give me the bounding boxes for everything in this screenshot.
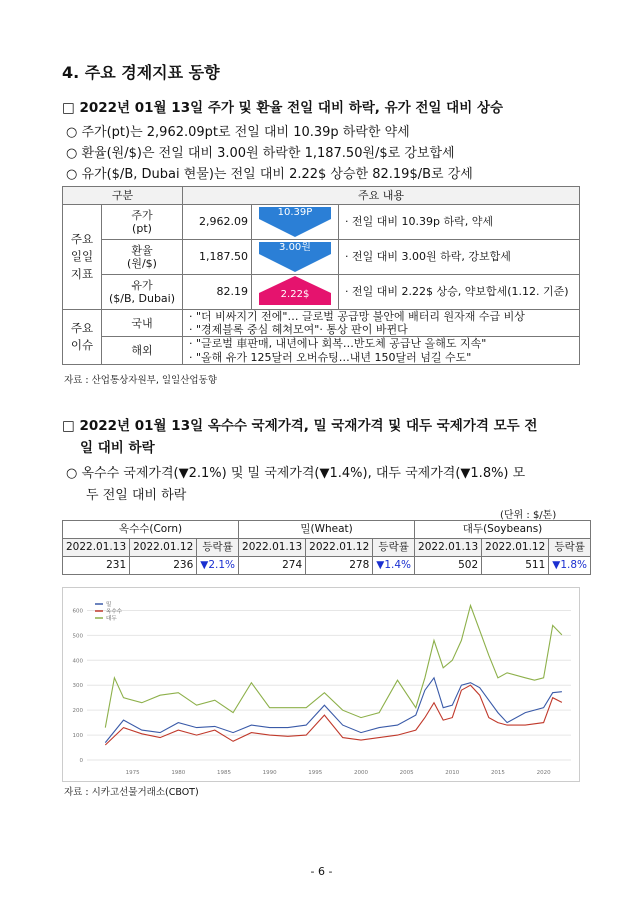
wheat-today: 274 xyxy=(239,557,306,575)
y-tick-label: 200 xyxy=(72,708,83,715)
row-oil-name: 유가 ($/B, Dubai) xyxy=(102,275,183,310)
x-tick-label: 2010 xyxy=(445,770,460,776)
x-tick-label: 2015 xyxy=(490,770,505,776)
y-tick-label: 100 xyxy=(72,733,83,740)
group-soybeans: 대두(Soybeans) xyxy=(415,521,591,539)
block1-bullet-3: ○ 유가($/B, Dubai 현물)는 전일 대비 2.22$ 상승한 82.19$/B로 강세 xyxy=(66,167,473,182)
row-stock-change: 10.39P xyxy=(252,205,339,240)
subheader-prev: 2022.01.12 xyxy=(306,539,373,557)
grain-price-table xyxy=(62,520,591,575)
legend-label: 옥수수 xyxy=(106,609,122,615)
y-tick-label: 400 xyxy=(72,658,83,665)
wheat-rate: ▼1.4% xyxy=(373,557,415,575)
unit-label: (단위 : $/톤) xyxy=(500,510,557,521)
row-stock-name: 주가 (pt) xyxy=(102,205,183,240)
subheader-today: 2022.01.13 xyxy=(63,539,130,557)
x-tick-label: 2000 xyxy=(353,770,368,776)
x-tick-label: 1975 xyxy=(125,770,140,776)
chart-svg xyxy=(63,588,579,781)
header-content: 주요 내용 xyxy=(183,187,580,205)
group-main-label: 주요 일일 지표 xyxy=(63,205,102,310)
block2-bullet-line1: ○ 옥수수 국제가격(▼2.1%) 및 밀 국제가격(▼1.4%), 대두 국제가격(▼1.8%) 모 xyxy=(66,466,526,481)
block2-source: 자료 : 시카고선물거래소(CBOT) xyxy=(64,787,199,798)
issue-domestic-label: 국내 xyxy=(102,310,183,337)
legend-label: 대두 xyxy=(106,616,117,622)
row-oil-value: 82.19 xyxy=(183,275,252,310)
header-category: 구분 xyxy=(63,187,183,205)
row-fx-change: 3.00원 xyxy=(252,240,339,275)
x-tick-label: 1995 xyxy=(308,770,323,776)
subheader-today: 2022.01.13 xyxy=(415,539,482,557)
corn-prev: 236 xyxy=(130,557,197,575)
page-number: - 6 - xyxy=(310,865,333,878)
y-tick-label: 500 xyxy=(72,633,83,640)
indicator-table xyxy=(62,186,580,365)
subheader-prev: 2022.01.12 xyxy=(130,539,197,557)
row-stock-note: · 전일 대비 10.39p 하락, 약세 xyxy=(339,205,580,240)
block2-bullet-line2: 두 전일 대비 하락 xyxy=(86,488,187,503)
series-line xyxy=(105,606,562,728)
row-stock-value: 2,962.09 xyxy=(183,205,252,240)
block1-heading: □ 2022년 01월 13일 주가 및 환율 전일 대비 하락, 유가 전일 대비 상승 xyxy=(62,100,504,116)
soy-prev: 511 xyxy=(482,557,549,575)
block1-bullet-2: ○ 환율(원/$)은 전일 대비 3.00원 하락한 1,187.50원/$로 강보합세 xyxy=(66,146,455,161)
grain-price-chart xyxy=(62,587,580,782)
x-tick-label: 1990 xyxy=(262,770,277,776)
soy-today: 502 xyxy=(415,557,482,575)
x-tick-label: 1980 xyxy=(171,770,186,776)
corn-today: 231 xyxy=(63,557,130,575)
row-oil-note: · 전일 대비 2.22$ 상승, 약보합세(1.12. 기준) xyxy=(339,275,580,310)
group-corn: 옥수수(Corn) xyxy=(63,521,239,539)
row-fx-name: 환율 (원/$) xyxy=(102,240,183,275)
group-wheat: 밀(Wheat) xyxy=(239,521,415,539)
subheader-rate: 등락률 xyxy=(197,539,239,557)
block1-bullet-1: ○ 주가(pt)는 2,962.09pt로 전일 대비 10.39p 하락한 약세 xyxy=(66,125,410,140)
wheat-prev: 278 xyxy=(306,557,373,575)
block2-heading-line2: 일 대비 하락 xyxy=(80,440,155,456)
issue-domestic-text: · "더 비싸지기 전에"… 글로벌 공급망 불안에 배터리 원자재 수급 비상 · "경제블록 중심 헤쳐모여"· 통상 판이 바뀐다 xyxy=(183,310,580,337)
row-oil-change: 2.22$ xyxy=(252,275,339,310)
subheader-rate: 등락률 xyxy=(549,539,591,557)
subheader-today: 2022.01.13 xyxy=(239,539,306,557)
x-tick-label: 2020 xyxy=(536,770,551,776)
x-tick-label: 1985 xyxy=(216,770,231,776)
block2-heading-line1: □ 2022년 01월 13일 옥수수 국제가격, 밀 국재가격 및 대두 국제가격 모두 전 xyxy=(62,418,538,434)
section-title: 4. 주요 경제지표 동향 xyxy=(62,63,220,82)
x-tick-label: 2005 xyxy=(399,770,414,776)
subheader-prev: 2022.01.12 xyxy=(482,539,549,557)
y-tick-label: 0 xyxy=(79,758,83,764)
issue-foreign-text: · "글로벌 車판매, 내년에나 회복…반도체 공급난 올해도 지속" · "올해 유가 125달러 오버슈팅…내년 150달러 넘길 수도" xyxy=(183,337,580,364)
group-issue-label: 주요 이슈 xyxy=(63,310,102,365)
subheader-rate: 등락률 xyxy=(373,539,415,557)
legend-label: 밀 xyxy=(106,602,112,608)
row-fx-value: 1,187.50 xyxy=(183,240,252,275)
issue-foreign-label: 해외 xyxy=(102,337,183,364)
block1-source: 자료 : 산업통상자원부, 일일산업동향 xyxy=(64,375,217,386)
y-tick-label: 300 xyxy=(72,683,83,690)
soy-rate: ▼1.8% xyxy=(549,557,591,575)
row-fx-note: · 전일 대비 3.00원 하락, 강보합세 xyxy=(339,240,580,275)
y-tick-label: 600 xyxy=(72,608,83,615)
corn-rate: ▼2.1% xyxy=(197,557,239,575)
